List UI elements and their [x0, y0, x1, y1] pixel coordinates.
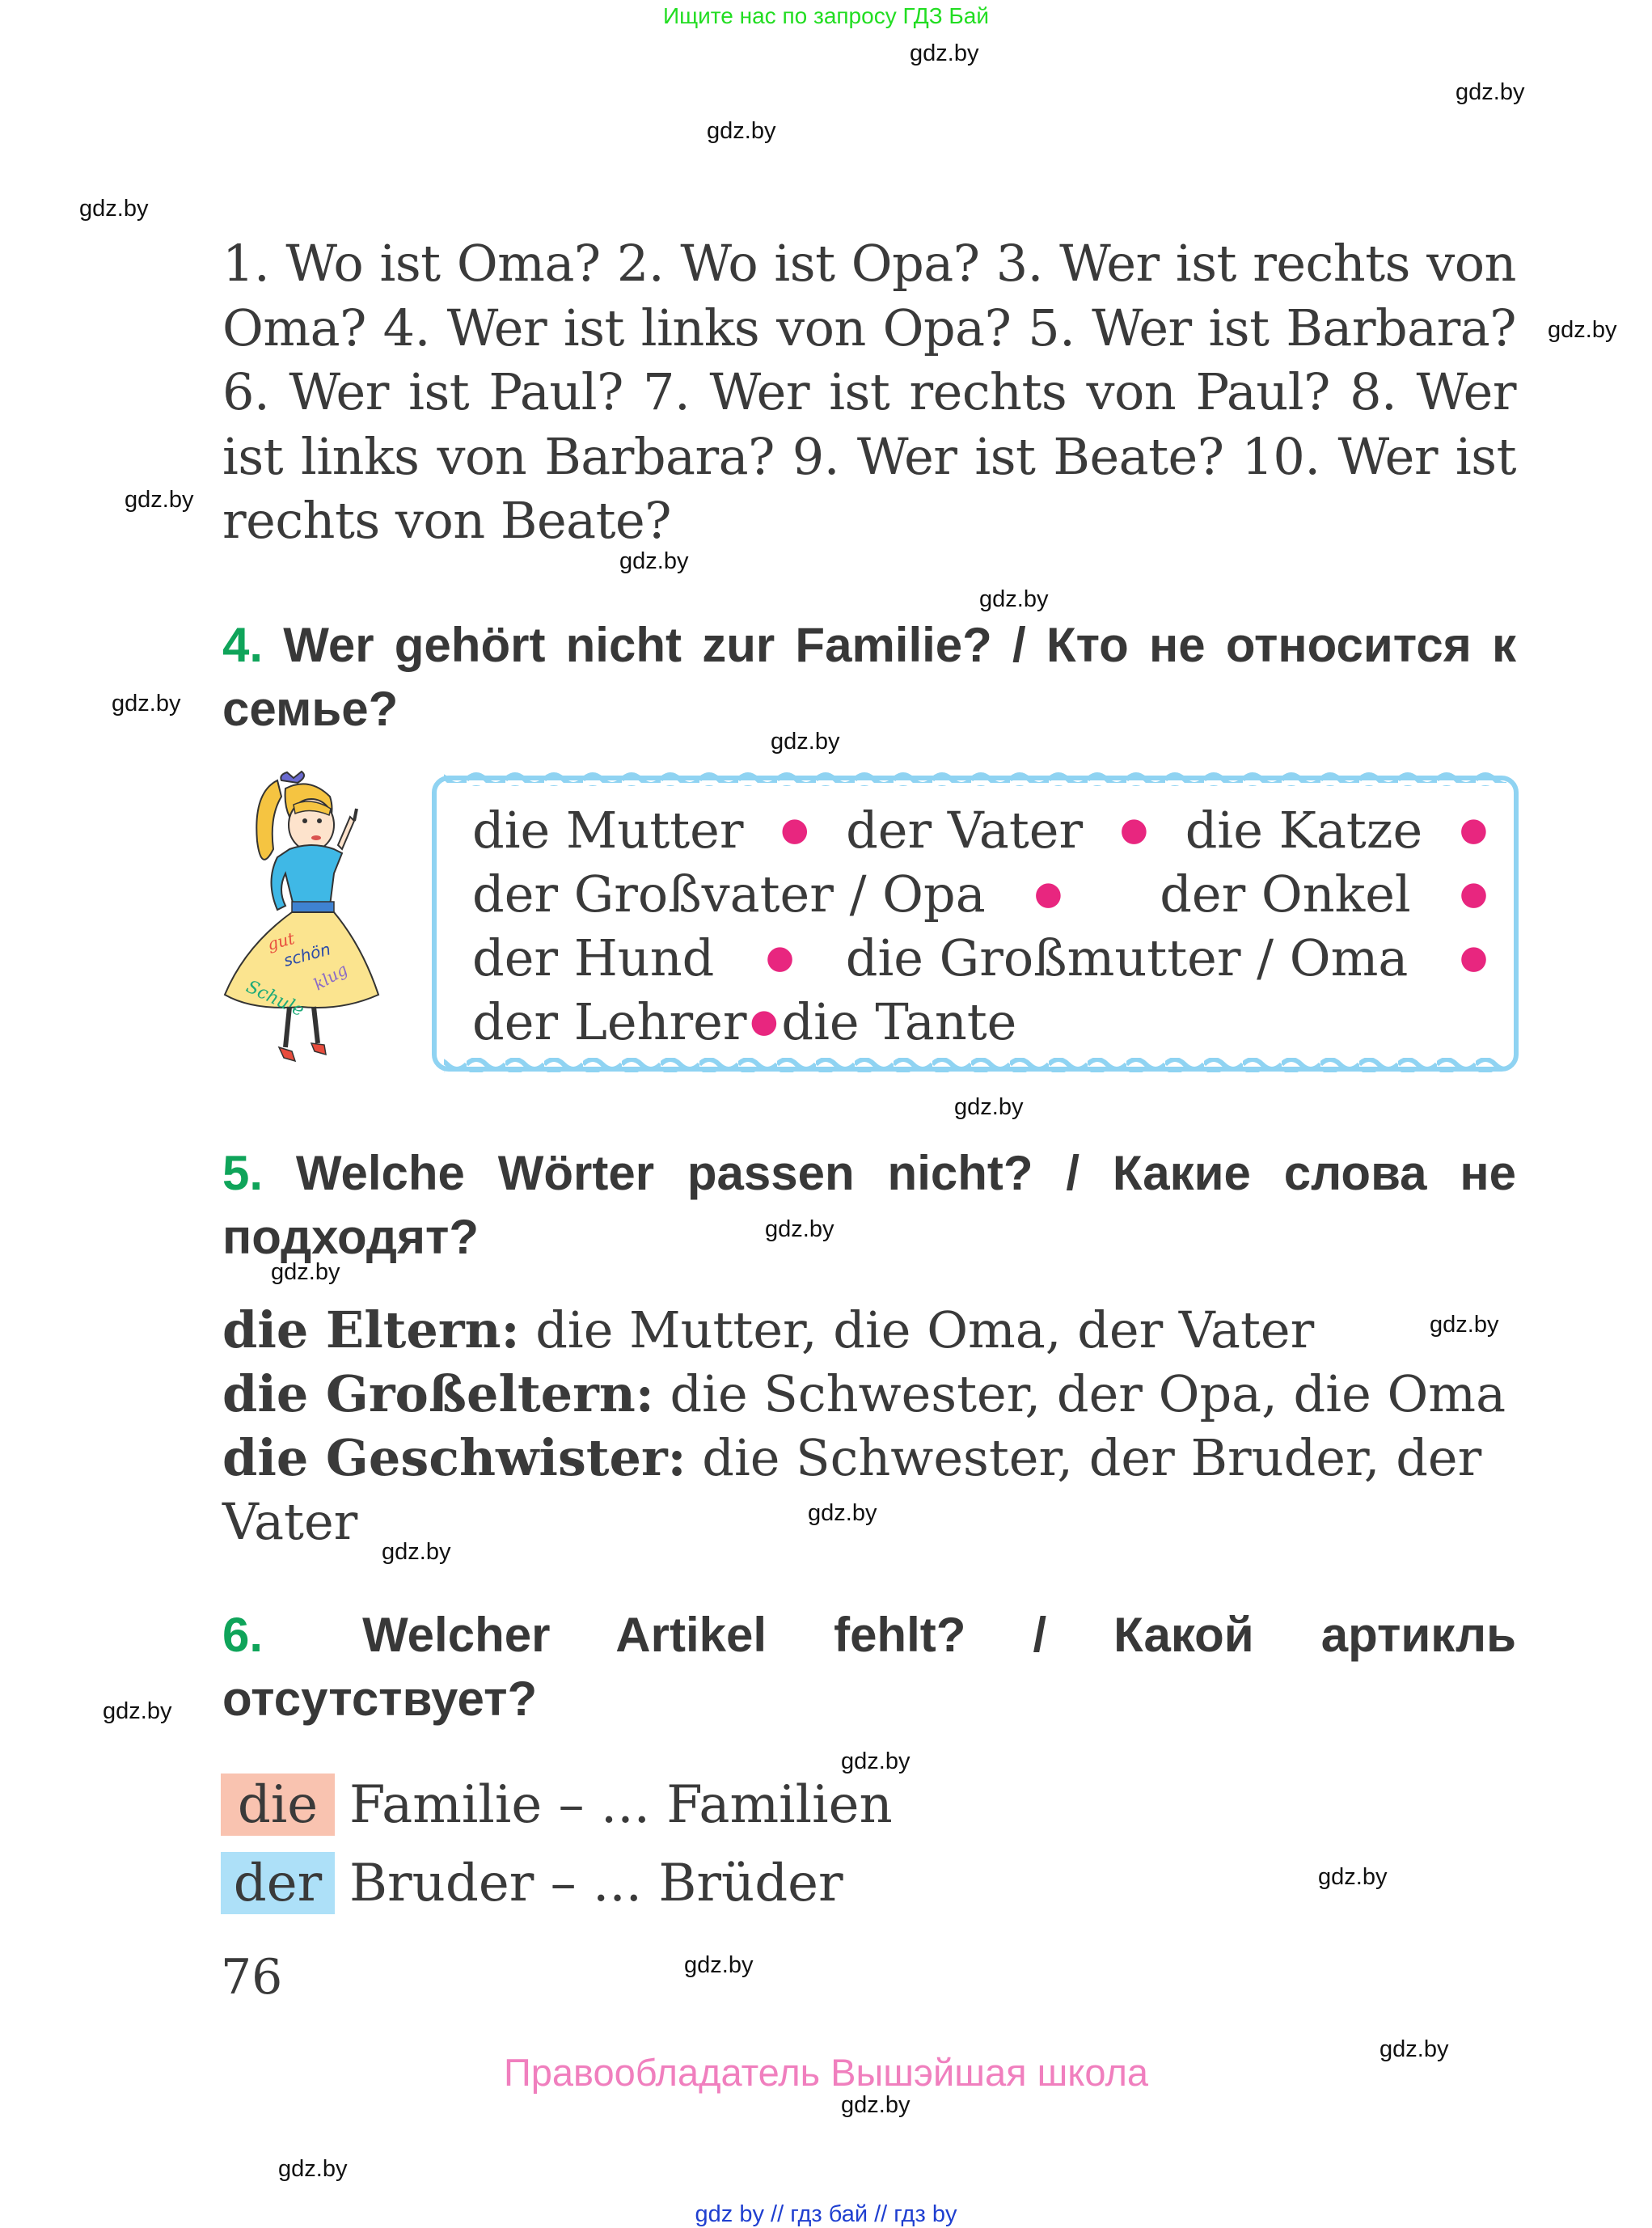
- bullet-icon: ●: [1460, 811, 1488, 848]
- exercise-6-heading: [222, 1603, 1516, 1731]
- list-item: die Großeltern: die Schwester, der Opa, die Oma: [222, 1364, 1506, 1423]
- watermark: gdz.by: [278, 2156, 348, 2182]
- watermark: gdz.by: [112, 691, 181, 717]
- watermark: gdz.by: [808, 1500, 877, 1526]
- watermark: gdz.by: [979, 586, 1049, 612]
- watermark: gdz.by: [684, 1952, 754, 1978]
- search-hint: Ищите нас по запросу ГДЗ Бай: [662, 3, 990, 28]
- article-row: die Familie – ... Familien: [221, 1774, 893, 1836]
- watermark: gdz.by: [1318, 1864, 1388, 1890]
- word-box: [472, 798, 1491, 1054]
- watermark: gdz.by: [841, 2092, 911, 2118]
- bullet-icon: ●: [750, 1003, 779, 1040]
- exercise-5-heading: [222, 1141, 1516, 1269]
- exercise-number: 5.: [222, 1146, 264, 1200]
- watermark: gdz.by: [382, 1539, 451, 1565]
- word-line: der Großvater / Opa ● der Onkel ●: [472, 862, 1491, 926]
- article-highlight: der: [221, 1852, 335, 1914]
- exercise-title: Welche Wörter passen nicht? / Какие слова не подходят?: [222, 1146, 1516, 1264]
- watermark: gdz.by: [1456, 79, 1525, 105]
- watermark: gdz.by: [103, 1698, 172, 1724]
- watermark: gdz.by: [619, 548, 689, 574]
- list-item: die Geschwister: die Schwester, der Bruder, der Vater: [222, 1428, 1482, 1551]
- bullet-icon: ●: [1460, 939, 1488, 976]
- exercise-title: Welcher Artikel fehlt? / Какой артикль отсутствует?: [222, 1608, 1517, 1726]
- bullet-icon: ●: [1119, 811, 1148, 848]
- exercise-4-heading: [222, 613, 1516, 741]
- bullet-icon: ●: [1460, 875, 1488, 912]
- svg-text:gut: gut: [265, 928, 297, 954]
- watermark: gdz.by: [79, 196, 149, 222]
- exercise-title: Wer gehört nicht zur Familie? / Кто не относится к семье?: [222, 618, 1516, 736]
- word-line: die Mutter ● der Vater ● die Katze ●: [472, 798, 1491, 862]
- exercise-number: 6.: [222, 1608, 264, 1662]
- girl-pointing-illustration: [221, 760, 382, 1063]
- svg-text:Schule: Schule: [243, 976, 307, 1021]
- bullet-icon: ●: [780, 811, 809, 848]
- footer-links: gdz by // гдз бай // гдз by: [695, 2201, 957, 2227]
- bullet-icon: ●: [1033, 875, 1063, 912]
- svg-text:klug: klug: [310, 959, 351, 995]
- article-highlight: die: [221, 1774, 335, 1836]
- word-line: der Lehrer ● die Tante: [472, 990, 1491, 1054]
- list-item: die Eltern: die Mutter, die Oma, der Vater: [222, 1300, 1315, 1359]
- watermark: gdz.by: [125, 487, 194, 513]
- watermark: gdz.by: [771, 729, 840, 755]
- watermark: gdz.by: [910, 40, 979, 66]
- watermark: gdz.by: [765, 1216, 834, 1242]
- svg-text:schön: schön: [281, 939, 333, 970]
- page-number: 76: [221, 1949, 283, 2006]
- exercise-number: 4.: [222, 618, 264, 672]
- word-line: der Hund ● die Großmutter / Oma ●: [472, 926, 1491, 990]
- bullet-icon: ●: [766, 939, 794, 976]
- watermark: gdz.by: [271, 1259, 340, 1285]
- watermark: gdz.by: [1548, 317, 1617, 343]
- copyright-notice: Правообладатель Вышэйшая школа: [503, 2051, 1149, 2094]
- watermark: gdz.by: [1430, 1312, 1499, 1338]
- watermark: gdz.by: [954, 1094, 1024, 1120]
- watermark: gdz.by: [1379, 2036, 1449, 2062]
- watermark: gdz.by: [707, 118, 776, 144]
- questions-paragraph: 1. Wo ist Oma? 2. Wo ist Opa? 3. Wer ist rechts von Oma? 4. Wer ist links von Opa? 5. Wer ist Barbara? 6. Wer ist Paul? 7. Wer ist rechts von Paul? 8. Wer ist links von Barbara? 9. Wer ist Beate? 10. Wer ist rechts von Beate?: [222, 234, 1516, 550]
- exercise-5-list: [222, 1298, 1516, 1554]
- article-row: der Bruder – ... Brüder: [221, 1852, 843, 1914]
- watermark: gdz.by: [841, 1748, 911, 1774]
